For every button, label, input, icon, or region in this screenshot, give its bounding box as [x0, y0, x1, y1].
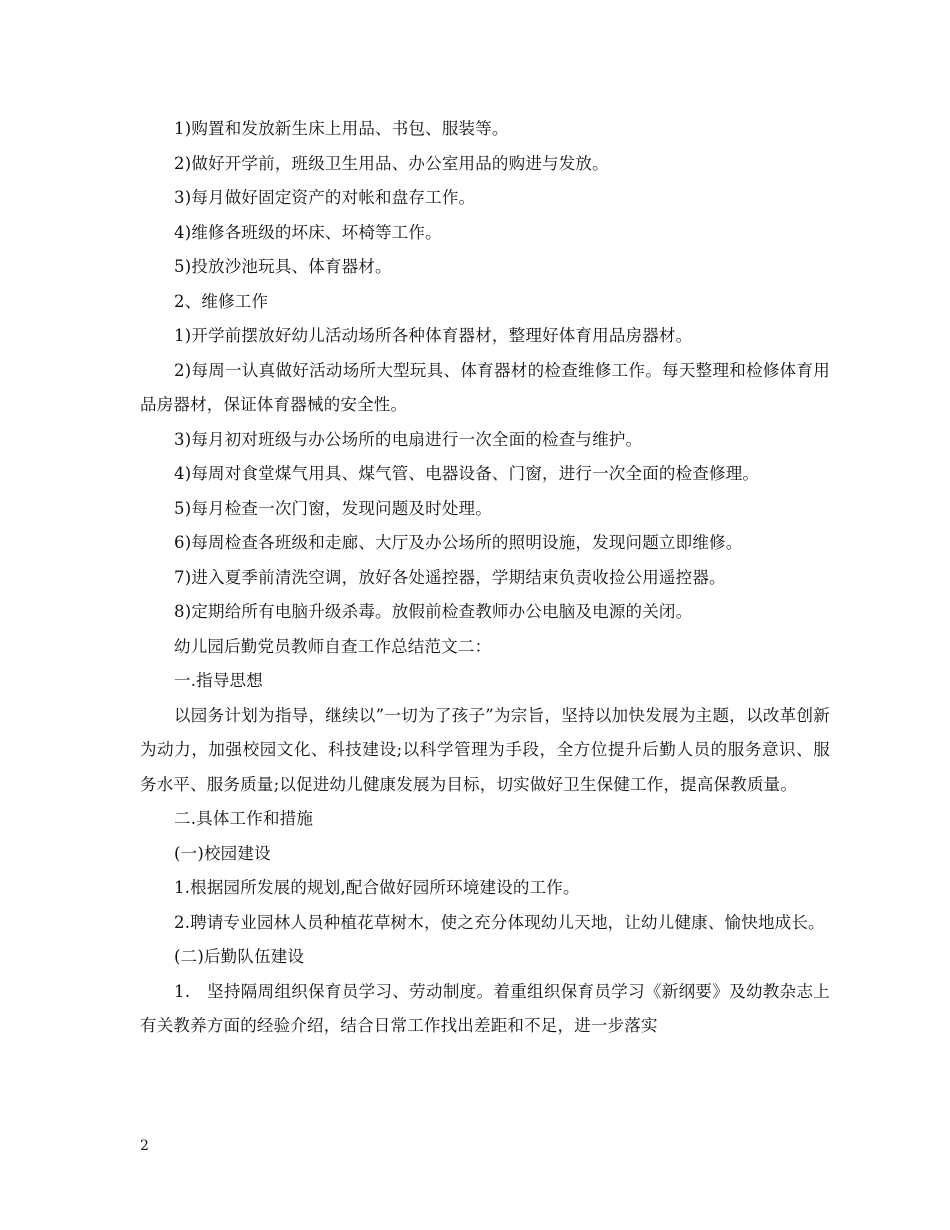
section-title: 幼儿园后勤党员教师自查工作总结范文二： [174, 636, 492, 656]
paragraph: 1)开学前摆放好幼儿活动场所各种体育器材，整理好体育用品房器材。 [174, 326, 693, 345]
section-heading: 2、维修工作 [174, 291, 269, 311]
paragraph: 5)投放沙池玩具、体育器材。 [174, 257, 392, 276]
subsection-heading: (二)后勤队伍建设 [174, 947, 305, 966]
body-text [140, 112, 830, 1044]
paragraph: 2)每周一认真做好活动场所大型玩具、体育器材的检查维修工作。每天整理和检修体育用品房器材，保证体育器械的安全性。 [140, 360, 830, 414]
page-number: 2 [140, 1138, 149, 1154]
paragraph: 1.根据园所发展的规划,配合做好园所环境建设的工作。 [174, 878, 580, 897]
section-heading: 一.指导思想 [174, 671, 263, 690]
paragraph: 1)购置和发放新生床上用品、书包、服装等。 [174, 119, 509, 138]
paragraph: 2.聘请专业园林人员种植花草树木，使之充分体现幼儿天地，让幼儿健康、愉快地成长。 [174, 912, 825, 932]
paragraph: 3)每月做好固定资产的对帐和盘存工作。 [174, 188, 476, 207]
paragraph: 4)维修各班级的坏床、坏椅等工作。 [174, 222, 442, 242]
paragraph: 3)每月初对班级与办公场所的电扇进行一次全面的检查与维护。 [174, 429, 643, 449]
paragraph: 2)做好开学前，班级卫生用品、办公室用品的购进与发放。 [174, 153, 609, 173]
paragraph: 1. 坚持隔周组织保育员学习、劳动制度。着重组织保育员学习《新纲要》及幼教杂志上有关教养方面的经验介绍，结合日常工作找出差距和不足，进一步落实 [140, 981, 830, 1035]
section-heading: 二.具体工作和措施 [174, 809, 314, 828]
paragraph: 4)每周对食堂煤气用具、煤气管、电器设备、门窗，进行一次全面的检查修理。 [174, 464, 760, 483]
paragraph: 6)每周检查各班级和走廊、大厅及办公场所的照明设施，发现问题立即维修。 [174, 533, 743, 552]
paragraph: 以园务计划为指导，继续以”一切为了孩子”为宗旨，坚持以加快发展为主题，以改革创新为动力，加强校园文化、科技建设;以科学管理为手段，全方位提升后勤人员的服务意识、服务水平、服务质量;以促进幼儿健康发展为目标，切实做好卫生保健工作，提高保教质量。 [140, 705, 830, 794]
subsection-heading: (一)校园建设 [174, 843, 271, 863]
paragraph: 8)定期给所有电脑升级杀毒。放假前检查教师办公电脑及电源的关闭。 [174, 602, 693, 621]
paragraph: 5)每月检查一次门窗，发现问题及时处理。 [174, 498, 492, 518]
paragraph: 7)进入夏季前清洗空调，放好各处遥控器，学期结束负责收捡公用遥控器。 [174, 567, 726, 587]
